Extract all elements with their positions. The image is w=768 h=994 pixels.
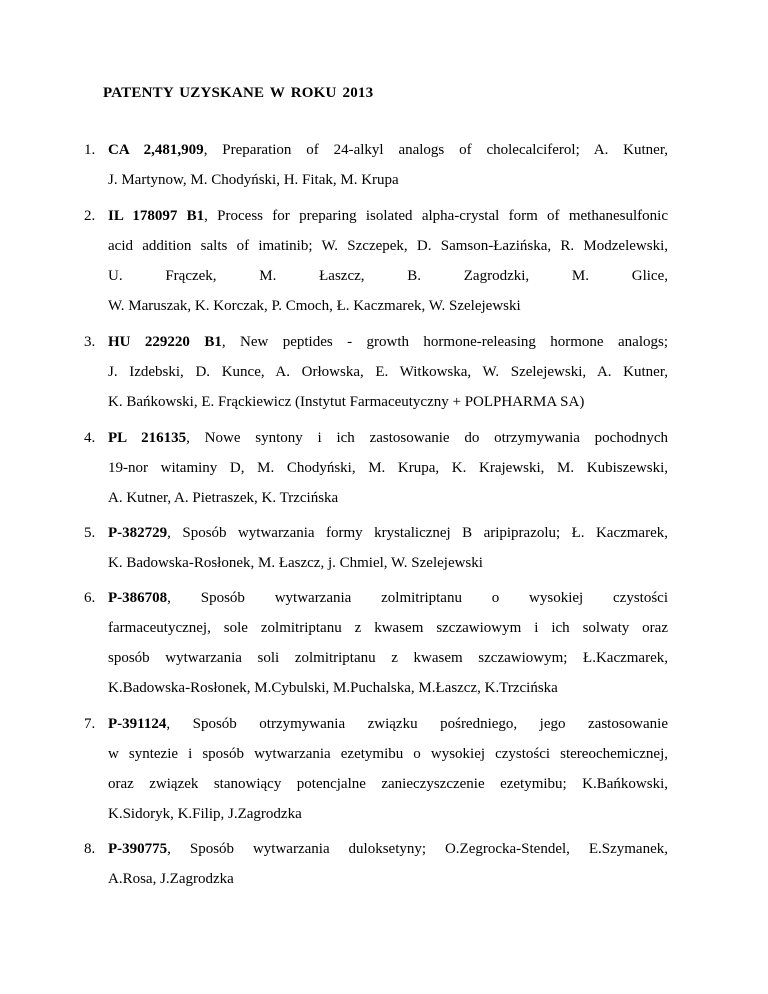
patent-text-line: farmaceutycznej, sole zolmitriptanu z kwasem szczawiowym i ich solwaty oraz bbox=[108, 620, 668, 636]
patent-code: IL 178097 B1 bbox=[108, 208, 205, 224]
patent-entry bbox=[108, 518, 668, 578]
patent-text-line: oraz związek stanowiący potencjalne zanieczyszczenie ezetymibu; K.Bańkowski, bbox=[108, 776, 668, 792]
patent-entry bbox=[108, 135, 668, 195]
patent-text-line: A. Kutner, A. Pietraszek, K. Trzcińska bbox=[108, 490, 339, 506]
patent-entry bbox=[108, 423, 668, 513]
patent-text-line: W. Maruszak, K. Korczak, P. Cmoch, Ł. Kaczmarek, W. Szelejewski bbox=[108, 298, 521, 314]
patent-text-line: J. Izdebski, D. Kunce, A. Orłowska, E. Witkowska, W. Szelejewski, A. Kutner, bbox=[108, 364, 668, 380]
patent-text-line: K. Badowska-Rosłonek, M. Łaszcz, j. Chmiel, W. Szelejewski bbox=[108, 555, 483, 571]
patent-text-line: U. Frączek, M. Łaszcz, B. Zagrodzki, M. Glice, bbox=[108, 268, 668, 284]
patent-text-line: K.Badowska-Rosłonek, M.Cybulski, M.Puchalska, M.Łaszcz, K.Trzcińska bbox=[108, 680, 558, 696]
patent-code: P-382729 bbox=[108, 525, 168, 541]
patent-number: 5. bbox=[84, 525, 96, 541]
patent-text-line: , Process for preparing isolated alpha-crystal form of methanesulfonic bbox=[204, 208, 668, 224]
patent-number: 2. bbox=[84, 208, 96, 224]
patent-number: 1. bbox=[84, 142, 96, 158]
patent-text-line: acid addition salts of imatinib; W. Szczepek, D. Samson-Łazińska, R. Modzelewski, bbox=[108, 238, 668, 254]
patent-text-line: K.Sidoryk, K.Filip, J.Zagrodzka bbox=[108, 806, 302, 822]
patent-code: P-386708 bbox=[108, 590, 168, 606]
patent-number: 4. bbox=[84, 430, 96, 446]
patent-text-line: J. Martynow, M. Chodyński, H. Fitak, M. Krupa bbox=[108, 172, 399, 188]
patent-text-line: A.Rosa, J.Zagrodzka bbox=[108, 871, 234, 887]
patent-text-line: , Sposób wytwarzania duloksetyny; O.Zegrocka-Stendel, E.Szymanek, bbox=[167, 841, 668, 857]
patent-code: CA 2,481,909 bbox=[108, 142, 204, 158]
patent-entry bbox=[108, 583, 668, 703]
patent-number: 6. bbox=[84, 590, 96, 606]
patent-text-line: 19-nor witaminy D, M. Chodyński, M. Krupa, K. Krajewski, M. Kubiszewski, bbox=[108, 460, 668, 476]
patent-code: P-391124 bbox=[108, 716, 167, 732]
patent-text-line: , Preparation of 24-alkyl analogs of cholecalciferol; A. Kutner, bbox=[203, 142, 668, 158]
patent-text-line: , Sposób otrzymywania związku pośredniego, jego zastosowanie bbox=[166, 716, 668, 732]
patent-code: PL 216135 bbox=[108, 430, 187, 446]
patent-text-line: w syntezie i sposób wytwarzania ezetymibu o wysokiej czystości stereochemicznej, bbox=[108, 746, 668, 762]
patent-number: 7. bbox=[84, 716, 96, 732]
patent-number: 8. bbox=[84, 841, 96, 857]
patent-entry bbox=[108, 201, 668, 321]
patent-entry bbox=[108, 327, 668, 417]
patent-text-line: , Sposób wytwarzania zolmitriptanu o wysokiej czystości bbox=[167, 590, 668, 606]
patent-text-line: , Nowe syntony i ich zastosowanie do otrzymywania pochodnych bbox=[186, 430, 668, 446]
patent-entry bbox=[108, 709, 668, 829]
patent-number: 3. bbox=[84, 334, 96, 350]
patent-code: HU 229220 B1 bbox=[108, 334, 222, 350]
patent-text-line: sposób wytwarzania soli zolmitriptanu z kwasem szczawiowym; Ł.Kaczmarek, bbox=[108, 650, 668, 666]
patent-text-line: K. Bańkowski, E. Frąckiewicz (Instytut Farmaceutyczny + POLPHARMA SA) bbox=[108, 394, 585, 410]
patent-entry bbox=[108, 834, 668, 894]
page-title: PATENTY UZYSKANE W ROKU 2013 bbox=[103, 85, 374, 101]
patent-text-line: , Sposób wytwarzania formy krystalicznej B aripiprazolu; Ł. Kaczmarek, bbox=[167, 525, 668, 541]
patent-text-line: , New peptides - growth hormone-releasing hormone analogs; bbox=[221, 334, 668, 350]
patent-code: P-390775 bbox=[108, 841, 168, 857]
